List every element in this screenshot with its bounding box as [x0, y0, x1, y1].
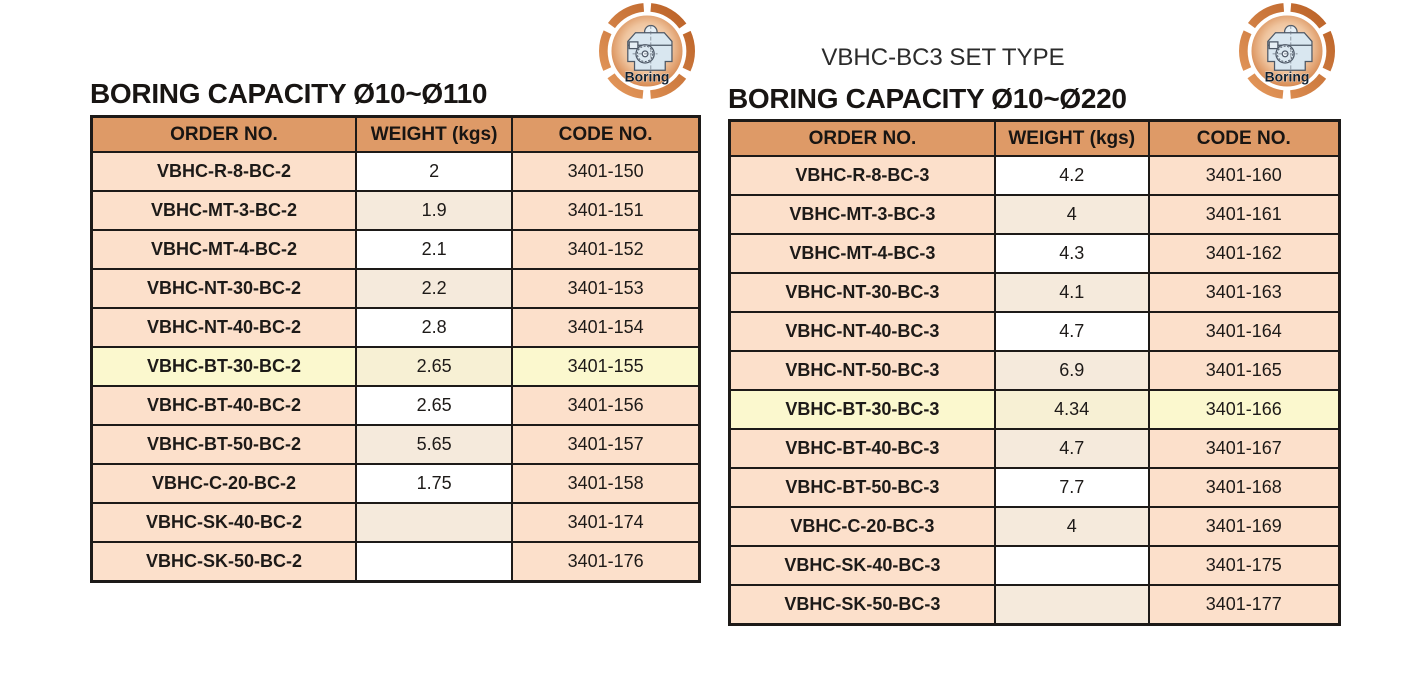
weight-cell: 2.65 [356, 347, 512, 386]
weight-cell: 2.1 [356, 230, 512, 269]
header-row [730, 121, 1340, 157]
table-row [730, 312, 1340, 351]
code-no-cell: 3401-163 [1149, 273, 1340, 312]
table-row [730, 351, 1340, 390]
column-header-code-no: CODE NO. [512, 117, 699, 153]
weight-cell: 4 [995, 195, 1149, 234]
code-no-cell: 3401-176 [512, 542, 699, 582]
order-no-cell: VBHC-MT-3-BC-3 [730, 195, 995, 234]
weight-cell [995, 585, 1149, 625]
code-no-cell: 3401-169 [1149, 507, 1340, 546]
weight-cell: 4.7 [995, 312, 1149, 351]
weight-cell: 2 [356, 152, 512, 191]
column-header-order-no: ORDER NO. [92, 117, 356, 153]
table-row [730, 585, 1340, 625]
code-no-cell: 3401-156 [512, 386, 699, 425]
table-row [92, 269, 700, 308]
weight-cell: 4.3 [995, 234, 1149, 273]
code-no-cell: 3401-152 [512, 230, 699, 269]
weight-cell [995, 546, 1149, 585]
code-no-cell: 3401-165 [1149, 351, 1340, 390]
table-row [730, 468, 1340, 507]
right-section-title: BORING CAPACITY Ø10~Ø220 [728, 83, 1127, 114]
weight-cell [356, 542, 512, 582]
order-no-cell: VBHC-BT-40-BC-2 [92, 386, 356, 425]
column-header-code-no: CODE NO. [1149, 121, 1340, 157]
set-type-label: VBHC-BC3 SET TYPE [821, 44, 1065, 71]
table-row [92, 425, 700, 464]
weight-cell: 5.65 [356, 425, 512, 464]
left-section-title: BORING CAPACITY Ø10~Ø110 [90, 78, 488, 109]
table-row [92, 386, 700, 425]
code-no-cell: 3401-161 [1149, 195, 1340, 234]
order-no-cell: VBHC-SK-40-BC-3 [730, 546, 995, 585]
badge-label: Boring [1264, 68, 1310, 85]
badge-label: Boring [624, 68, 670, 85]
order-no-cell: VBHC-NT-40-BC-3 [730, 312, 995, 351]
order-no-cell: VBHC-R-8-BC-3 [730, 156, 995, 195]
boring-badge-icon [599, 3, 695, 99]
code-no-cell: 3401-151 [512, 191, 699, 230]
table-row [92, 542, 700, 582]
order-no-cell: VBHC-SK-50-BC-2 [92, 542, 356, 582]
column-header-weight: WEIGHT (kgs) [356, 117, 512, 153]
weight-cell: 4.2 [995, 156, 1149, 195]
table-row-highlighted [92, 347, 700, 386]
order-no-cell: VBHC-BT-30-BC-3 [730, 390, 995, 429]
table-row [730, 156, 1340, 195]
order-no-cell: VBHC-BT-30-BC-2 [92, 347, 356, 386]
code-no-cell: 3401-160 [1149, 156, 1340, 195]
table-row [92, 152, 700, 191]
table-row [92, 503, 700, 542]
weight-cell: 2.65 [356, 386, 512, 425]
order-no-cell: VBHC-NT-40-BC-2 [92, 308, 356, 347]
order-no-cell: VBHC-NT-30-BC-3 [730, 273, 995, 312]
order-no-cell: VBHC-SK-40-BC-2 [92, 503, 356, 542]
weight-cell: 2.2 [356, 269, 512, 308]
code-no-cell: 3401-168 [1149, 468, 1340, 507]
weight-cell: 1.75 [356, 464, 512, 503]
order-no-cell: VBHC-MT-3-BC-2 [92, 191, 356, 230]
header-row [92, 117, 700, 153]
table-row [730, 507, 1340, 546]
weight-cell: 4.1 [995, 273, 1149, 312]
boring-badge-icon [1239, 3, 1335, 99]
weight-cell [356, 503, 512, 542]
boring-capacity-table-bc2 [90, 115, 701, 583]
code-no-cell: 3401-177 [1149, 585, 1340, 625]
weight-cell: 1.9 [356, 191, 512, 230]
table-row [730, 429, 1340, 468]
weight-cell: 6.9 [995, 351, 1149, 390]
order-no-cell: VBHC-C-20-BC-2 [92, 464, 356, 503]
table-row [92, 308, 700, 347]
boring-capacity-table-bc3 [728, 119, 1341, 626]
column-header-order-no: ORDER NO. [730, 121, 995, 157]
table-row [92, 191, 700, 230]
code-no-cell: 3401-158 [512, 464, 699, 503]
code-no-cell: 3401-167 [1149, 429, 1340, 468]
code-no-cell: 3401-175 [1149, 546, 1340, 585]
table-row [92, 464, 700, 503]
code-no-cell: 3401-153 [512, 269, 699, 308]
table-row-highlighted [730, 390, 1340, 429]
weight-cell: 4 [995, 507, 1149, 546]
order-no-cell: VBHC-BT-40-BC-3 [730, 429, 995, 468]
weight-cell: 2.8 [356, 308, 512, 347]
order-no-cell: VBHC-SK-50-BC-3 [730, 585, 995, 625]
code-no-cell: 3401-162 [1149, 234, 1340, 273]
code-no-cell: 3401-164 [1149, 312, 1340, 351]
table-row [730, 195, 1340, 234]
code-no-cell: 3401-150 [512, 152, 699, 191]
code-no-cell: 3401-154 [512, 308, 699, 347]
order-no-cell: VBHC-C-20-BC-3 [730, 507, 995, 546]
order-no-cell: VBHC-NT-30-BC-2 [92, 269, 356, 308]
weight-cell: 4.7 [995, 429, 1149, 468]
column-header-weight: WEIGHT (kgs) [995, 121, 1149, 157]
code-no-cell: 3401-155 [512, 347, 699, 386]
order-no-cell: VBHC-NT-50-BC-3 [730, 351, 995, 390]
table-row [730, 273, 1340, 312]
table-row [730, 234, 1340, 273]
code-no-cell: 3401-166 [1149, 390, 1340, 429]
code-no-cell: 3401-174 [512, 503, 699, 542]
table-row [730, 546, 1340, 585]
order-no-cell: VBHC-R-8-BC-2 [92, 152, 356, 191]
order-no-cell: VBHC-BT-50-BC-2 [92, 425, 356, 464]
weight-cell: 7.7 [995, 468, 1149, 507]
order-no-cell: VBHC-MT-4-BC-2 [92, 230, 356, 269]
order-no-cell: VBHC-BT-50-BC-3 [730, 468, 995, 507]
weight-cell: 4.34 [995, 390, 1149, 429]
table-row [92, 230, 700, 269]
order-no-cell: VBHC-MT-4-BC-3 [730, 234, 995, 273]
code-no-cell: 3401-157 [512, 425, 699, 464]
